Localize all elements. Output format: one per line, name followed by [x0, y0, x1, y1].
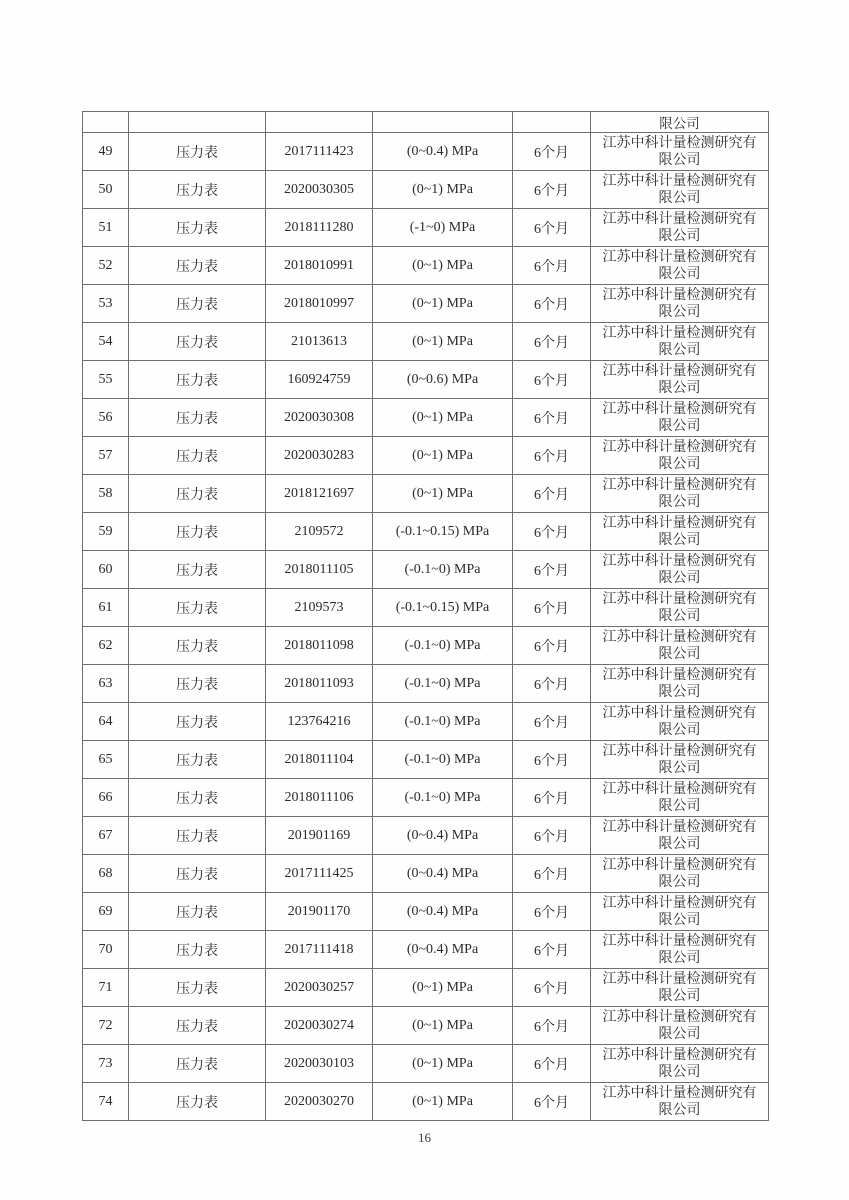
- company-line: 限公司: [658, 684, 701, 700]
- cell-device: 压力表: [129, 323, 266, 361]
- cell-serial: 2020030283: [266, 437, 373, 475]
- cell-range: (-0.1~0) MPa: [373, 551, 513, 589]
- table-row: [83, 399, 769, 437]
- cell-cycle: 6个月: [513, 741, 591, 779]
- cell-no: 66: [83, 779, 129, 817]
- company-line: 限公司: [658, 456, 701, 472]
- cell-company: [591, 1045, 769, 1083]
- cell-range: (0~0.6) MPa: [373, 361, 513, 399]
- cell-company: [591, 627, 769, 665]
- cell-cycle: 6个月: [513, 285, 591, 323]
- cell-range: (0~1) MPa: [373, 969, 513, 1007]
- cell-no: 73: [83, 1045, 129, 1083]
- cell-cycle: 6个月: [513, 361, 591, 399]
- cell-no: 58: [83, 475, 129, 513]
- company-line: 江苏中科计量检测研究有: [602, 819, 757, 835]
- company-line: 限公司: [658, 418, 701, 434]
- cell-company: [591, 969, 769, 1007]
- cell-serial: 2018011093: [266, 665, 373, 703]
- cell-no: 60: [83, 551, 129, 589]
- cell-serial: 2017111425: [266, 855, 373, 893]
- table-row: [83, 361, 769, 399]
- table-row: [83, 779, 769, 817]
- cell-device: 压力表: [129, 665, 266, 703]
- cell-device: 压力表: [129, 285, 266, 323]
- cell-no: 51: [83, 209, 129, 247]
- cell-serial: 2017111423: [266, 133, 373, 171]
- table-row: [83, 1007, 769, 1045]
- cell-cycle: 6个月: [513, 209, 591, 247]
- cell-range: (-0.1~0) MPa: [373, 665, 513, 703]
- company-line: 江苏中科计量检测研究有: [602, 705, 757, 721]
- cell-serial: 2020030103: [266, 1045, 373, 1083]
- company-line: 江苏中科计量检测研究有: [602, 667, 757, 683]
- company-line: 江苏中科计量检测研究有: [602, 629, 757, 645]
- table-row: [83, 323, 769, 361]
- company-line: 限公司: [658, 1064, 701, 1080]
- cell-range: (-0.1~0) MPa: [373, 627, 513, 665]
- table-row: [83, 1083, 769, 1121]
- cell-device: 压力表: [129, 741, 266, 779]
- cell-device: 压力表: [129, 361, 266, 399]
- table-row: [83, 171, 769, 209]
- cell-company: [591, 817, 769, 855]
- cell-no: 57: [83, 437, 129, 475]
- company-line: 江苏中科计量检测研究有: [602, 895, 757, 911]
- company-line: 限公司: [658, 760, 701, 776]
- cell-device: 压力表: [129, 247, 266, 285]
- cell-serial: 2018011104: [266, 741, 373, 779]
- cell-serial: 201901170: [266, 893, 373, 931]
- cell-serial: 2109572: [266, 513, 373, 551]
- cell-cycle: 6个月: [513, 817, 591, 855]
- cell-no: 71: [83, 969, 129, 1007]
- cell-range: (0~0.4) MPa: [373, 133, 513, 171]
- table-row: [83, 285, 769, 323]
- company-line: 江苏中科计量检测研究有: [602, 743, 757, 759]
- device-table: [82, 111, 769, 1121]
- company-line: 江苏中科计量检测研究有: [602, 591, 757, 607]
- company-line: 江苏中科计量检测研究有: [602, 515, 757, 531]
- cell-serial: 2018011105: [266, 551, 373, 589]
- cell-company: [591, 741, 769, 779]
- company-line: 限公司: [658, 950, 701, 966]
- cell-device: 压力表: [129, 817, 266, 855]
- cell-cycle: 6个月: [513, 1083, 591, 1121]
- company-line: 限公司: [658, 1026, 701, 1042]
- cell-serial: 2018011098: [266, 627, 373, 665]
- cell-device: 压力表: [129, 437, 266, 475]
- company-line: 限公司: [658, 304, 701, 320]
- cell-device: 压力表: [129, 133, 266, 171]
- company-line: 江苏中科计量检测研究有: [602, 363, 757, 379]
- cell-device: 压力表: [129, 969, 266, 1007]
- cell-no: 59: [83, 513, 129, 551]
- company-line: 江苏中科计量检测研究有: [602, 211, 757, 227]
- company-line: 限公司: [658, 1102, 701, 1118]
- cell-no: 54: [83, 323, 129, 361]
- cell-cycle: 6个月: [513, 171, 591, 209]
- cell-no: 67: [83, 817, 129, 855]
- cell-company: [591, 1007, 769, 1045]
- cell-serial: 21013613: [266, 323, 373, 361]
- cell-no: 52: [83, 247, 129, 285]
- cell-device: 压力表: [129, 1083, 266, 1121]
- cell-cycle: [513, 112, 591, 133]
- cell-cycle: 6个月: [513, 931, 591, 969]
- company-line: 限公司: [658, 152, 701, 168]
- cell-company: [591, 437, 769, 475]
- cell-range: (0~0.4) MPa: [373, 817, 513, 855]
- cell-company: [591, 133, 769, 171]
- cell-cycle: 6个月: [513, 703, 591, 741]
- table-row: [83, 741, 769, 779]
- cell-no: 69: [83, 893, 129, 931]
- cell-cycle: 6个月: [513, 1007, 591, 1045]
- cell-device: 压力表: [129, 171, 266, 209]
- cell-range: (-0.1~0.15) MPa: [373, 513, 513, 551]
- table-row: [83, 969, 769, 1007]
- cell-device: 压力表: [129, 209, 266, 247]
- cell-device: 压力表: [129, 1007, 266, 1045]
- cell-no: 64: [83, 703, 129, 741]
- cell-range: (0~1) MPa: [373, 247, 513, 285]
- cell-company: [591, 513, 769, 551]
- cell-company: [591, 323, 769, 361]
- cell-range: (0~1) MPa: [373, 1045, 513, 1083]
- cell-company: [591, 779, 769, 817]
- cell-device: 压力表: [129, 1045, 266, 1083]
- cell-range: (0~0.4) MPa: [373, 931, 513, 969]
- cell-device: 压力表: [129, 703, 266, 741]
- company-line: 江苏中科计量检测研究有: [602, 173, 757, 189]
- cell-serial: [266, 112, 373, 133]
- cell-cycle: 6个月: [513, 589, 591, 627]
- cell-device: [129, 112, 266, 133]
- company-line: 江苏中科计量检测研究有: [602, 477, 757, 493]
- cell-no: 53: [83, 285, 129, 323]
- cell-no: 63: [83, 665, 129, 703]
- table-row: [83, 133, 769, 171]
- company-line: 江苏中科计量检测研究有: [602, 287, 757, 303]
- cell-cycle: 6个月: [513, 855, 591, 893]
- cell-device: 压力表: [129, 551, 266, 589]
- cell-range: (0~0.4) MPa: [373, 855, 513, 893]
- cell-no: 61: [83, 589, 129, 627]
- cell-serial: 160924759: [266, 361, 373, 399]
- company-line: 限公司: [658, 190, 701, 206]
- company-line: 江苏中科计量检测研究有: [602, 135, 757, 151]
- cell-cycle: 6个月: [513, 893, 591, 931]
- cell-range: (-0.1~0) MPa: [373, 703, 513, 741]
- cell-serial: 2020030308: [266, 399, 373, 437]
- table-row-continuation: [83, 112, 769, 133]
- cell-device: 压力表: [129, 513, 266, 551]
- cell-company: [591, 855, 769, 893]
- company-line: 江苏中科计量检测研究有: [602, 971, 757, 987]
- table-row: [83, 551, 769, 589]
- company-line: 限公司: [658, 494, 701, 510]
- company-line: 江苏中科计量检测研究有: [602, 325, 757, 341]
- cell-no: 49: [83, 133, 129, 171]
- cell-company: [591, 171, 769, 209]
- company-line: 限公司: [658, 798, 701, 814]
- table-row: [83, 1045, 769, 1083]
- cell-device: 压力表: [129, 779, 266, 817]
- table-row: [83, 475, 769, 513]
- cell-range: (0~1) MPa: [373, 285, 513, 323]
- company-line: 江苏中科计量检测研究有: [602, 857, 757, 873]
- cell-cycle: 6个月: [513, 247, 591, 285]
- cell-no: 65: [83, 741, 129, 779]
- cell-device: 压力表: [129, 475, 266, 513]
- company-line: 江苏中科计量检测研究有: [602, 401, 757, 417]
- cell-cycle: 6个月: [513, 513, 591, 551]
- company-line: 江苏中科计量检测研究有: [602, 1047, 757, 1063]
- table-body: [83, 112, 769, 1121]
- cell-serial: 2018011106: [266, 779, 373, 817]
- company-line: 江苏中科计量检测研究有: [602, 553, 757, 569]
- cell-serial: 2020030305: [266, 171, 373, 209]
- table-row: [83, 437, 769, 475]
- company-line: 限公司: [658, 874, 701, 890]
- cell-cycle: 6个月: [513, 779, 591, 817]
- company-line: 限公司: [658, 912, 701, 928]
- cell-device: 压力表: [129, 855, 266, 893]
- cell-cycle: 6个月: [513, 475, 591, 513]
- company-line: 限公司: [658, 570, 701, 586]
- table-row: [83, 703, 769, 741]
- company-line: 限公司: [658, 836, 701, 852]
- cell-cycle: 6个月: [513, 133, 591, 171]
- cell-no: 50: [83, 171, 129, 209]
- table-row: [83, 247, 769, 285]
- cell-range: (-1~0) MPa: [373, 209, 513, 247]
- company-line: 江苏中科计量检测研究有: [602, 1009, 757, 1025]
- cell-company: [591, 1083, 769, 1121]
- cell-no: [83, 112, 129, 133]
- cell-serial: 2017111418: [266, 931, 373, 969]
- cell-company: [591, 285, 769, 323]
- cell-cycle: 6个月: [513, 437, 591, 475]
- company-line: 限公司: [658, 266, 701, 282]
- cell-company: [591, 893, 769, 931]
- cell-serial: 201901169: [266, 817, 373, 855]
- table-row: [83, 627, 769, 665]
- cell-range: (-0.1~0.15) MPa: [373, 589, 513, 627]
- cell-serial: 2109573: [266, 589, 373, 627]
- cell-cycle: 6个月: [513, 969, 591, 1007]
- cell-company: [591, 703, 769, 741]
- cell-range: [373, 112, 513, 133]
- company-line: 江苏中科计量检测研究有: [602, 439, 757, 455]
- company-line: 江苏中科计量检测研究有: [602, 933, 757, 949]
- cell-no: 55: [83, 361, 129, 399]
- page-number: 16: [418, 1130, 431, 1145]
- cell-company: [591, 247, 769, 285]
- cell-serial: 2020030257: [266, 969, 373, 1007]
- cell-serial: 2018121697: [266, 475, 373, 513]
- cell-company: [591, 475, 769, 513]
- cell-range: (-0.1~0) MPa: [373, 779, 513, 817]
- table-row: [83, 855, 769, 893]
- company-line: 限公司: [658, 988, 701, 1004]
- cell-range: (0~1) MPa: [373, 1007, 513, 1045]
- cell-company: [591, 551, 769, 589]
- company-line: 江苏中科计量检测研究有: [602, 249, 757, 265]
- cell-device: 压力表: [129, 399, 266, 437]
- cell-device: 压力表: [129, 589, 266, 627]
- cell-company: [591, 399, 769, 437]
- table-row: [83, 817, 769, 855]
- cell-serial: 2020030270: [266, 1083, 373, 1121]
- cell-no: 72: [83, 1007, 129, 1045]
- cell-company: [591, 589, 769, 627]
- cell-range: (0~1) MPa: [373, 1083, 513, 1121]
- cell-no: 74: [83, 1083, 129, 1121]
- company-line: 江苏中科计量检测研究有: [602, 1085, 757, 1101]
- table-row: [83, 209, 769, 247]
- cell-device: 压力表: [129, 893, 266, 931]
- cell-device: 压力表: [129, 627, 266, 665]
- table-row: [83, 893, 769, 931]
- cell-serial: 123764216: [266, 703, 373, 741]
- cell-company: [591, 931, 769, 969]
- company-line: 限公司: [658, 228, 701, 244]
- company-line: 限公司: [658, 532, 701, 548]
- table-row: [83, 931, 769, 969]
- table-row: [83, 513, 769, 551]
- cell-company: [591, 665, 769, 703]
- cell-range: (0~1) MPa: [373, 399, 513, 437]
- cell-company: [591, 361, 769, 399]
- company-line: 限公司: [658, 342, 701, 358]
- cell-no: 70: [83, 931, 129, 969]
- cell-serial: 2018010991: [266, 247, 373, 285]
- cell-cycle: 6个月: [513, 399, 591, 437]
- company-line: 限公司: [658, 608, 701, 624]
- cell-range: (0~0.4) MPa: [373, 893, 513, 931]
- cell-device: 压力表: [129, 931, 266, 969]
- cell-cycle: 6个月: [513, 1045, 591, 1083]
- cell-serial: 2018111280: [266, 209, 373, 247]
- cell-cycle: 6个月: [513, 665, 591, 703]
- cell-no: 68: [83, 855, 129, 893]
- company-line: 限公司: [658, 646, 701, 662]
- company-line: 江苏中科计量检测研究有: [602, 781, 757, 797]
- cell-range: (-0.1~0) MPa: [373, 741, 513, 779]
- cell-range: (0~1) MPa: [373, 437, 513, 475]
- cell-serial: 2018010997: [266, 285, 373, 323]
- company-line: 限公司: [658, 380, 701, 396]
- cell-company: [591, 209, 769, 247]
- cell-company-tail: 限公司: [591, 112, 769, 133]
- cell-range: (0~1) MPa: [373, 475, 513, 513]
- cell-cycle: 6个月: [513, 551, 591, 589]
- cell-cycle: 6个月: [513, 323, 591, 361]
- cell-range: (0~1) MPa: [373, 171, 513, 209]
- cell-cycle: 6个月: [513, 627, 591, 665]
- table-row: [83, 589, 769, 627]
- company-line: 限公司: [658, 722, 701, 738]
- cell-no: 56: [83, 399, 129, 437]
- table-row: [83, 665, 769, 703]
- cell-serial: 2020030274: [266, 1007, 373, 1045]
- cell-range: (0~1) MPa: [373, 323, 513, 361]
- cell-no: 62: [83, 627, 129, 665]
